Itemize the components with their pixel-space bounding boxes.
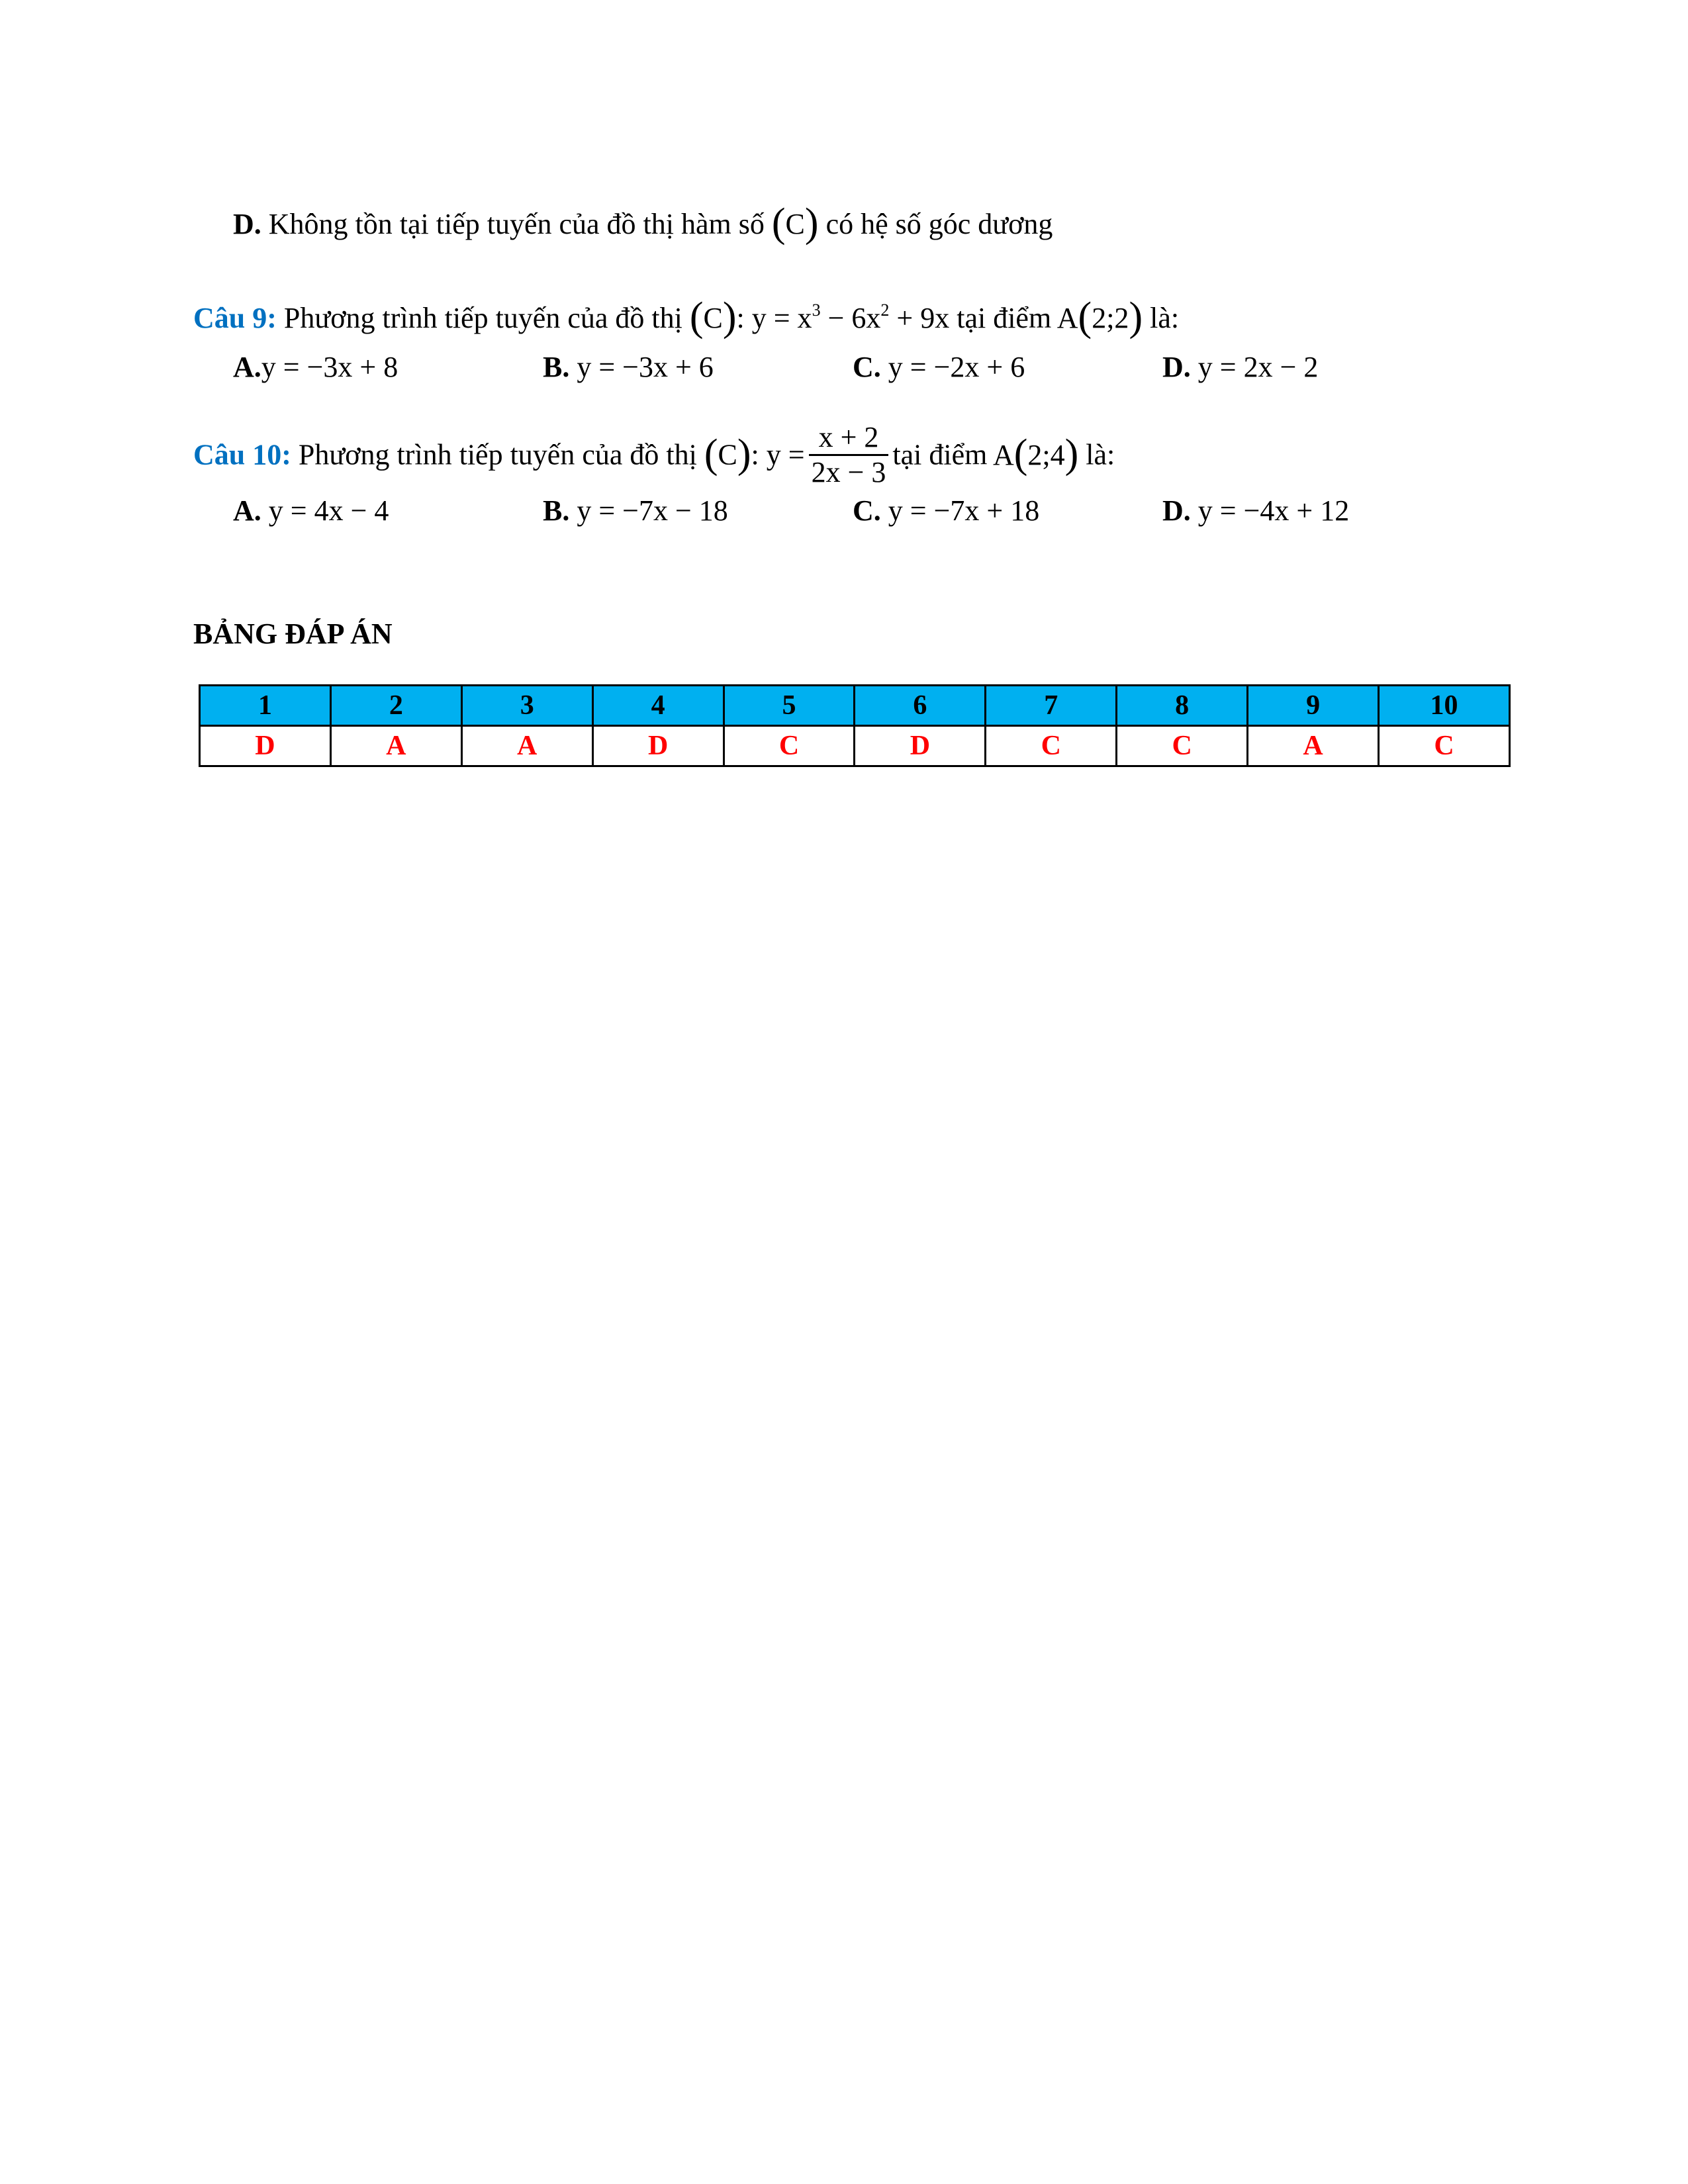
question-10: Câu 10: Phương trình tiếp tuyến của đồ thị (C): y = $\frac{x + 2}{2x - 3}$ tại điểm A(2;4) là: [193,421,1115,488]
answer-cell: D [200,726,331,766]
question-ending: là: [1086,438,1115,471]
option-text-end: có hệ số góc dương [825,208,1053,240]
question-label: Câu 10: [193,438,291,471]
question-number: 10 [1379,686,1510,726]
table-answer-row [200,726,1510,766]
q10-option-d[interactable]: D. y = −4x + 12 [1162,494,1350,527]
answer-table-title: BẢNG ĐÁP ÁN [193,617,393,650]
option-text: Không tồn tại tiếp tuyến của đồ thị hàm số [268,208,765,240]
answer-cell: C [1379,726,1510,766]
fraction [809,421,889,489]
option-d-prev: D. Không tồn tại tiếp tuyến của đồ thị hàm số (C) có hệ số góc dương [233,201,1053,246]
point: A(2;2) [1056,295,1143,340]
q9-option-b[interactable]: B. y = −3x + 6 [543,351,714,383]
denominator: 2x − 3 [811,456,886,488]
question-text: Phương trình tiếp tuyến của đồ thị [283,302,682,334]
point: A(2;4) [992,431,1079,477]
question-number: 9 [1248,686,1379,726]
q9-option-c[interactable]: C. y = −2x + 6 [853,351,1025,383]
answer-cell: C [724,726,855,766]
answer-cell: C [986,726,1117,766]
question-number: 6 [855,686,986,726]
equation: : $y = x^3 - 6x^2 + 9x$ [736,300,950,334]
q10-option-a[interactable]: A. y = 4x − 4 [233,494,389,527]
question-number: 1 [200,686,331,726]
question-number: 4 [592,686,724,726]
answer-cell: D [855,726,986,766]
question-number: 2 [330,686,461,726]
answer-cell: D [592,726,724,766]
table-header-row [200,686,1510,726]
option-letter: D. [233,208,261,240]
question-ending: là: [1150,302,1180,334]
question-number: 7 [986,686,1117,726]
q9-option-a[interactable]: A.y = −3x + 8 [233,351,399,383]
q10-option-b[interactable]: B. y = −7x − 18 [543,494,728,527]
curve-name: C [785,208,805,240]
curve-name: C [703,302,723,334]
question-text: Phương trình tiếp tuyến của đồ thị [298,438,697,471]
answer-cell: A [461,726,592,766]
answer-cell: C [1117,726,1248,766]
answer-cell: A [1248,726,1379,766]
question-number: 3 [461,686,592,726]
point-text: tại điểm [957,302,1052,334]
numerator: x + 2 [809,421,889,456]
answer-table [199,684,1511,767]
question-label: Câu 9: [193,302,277,334]
equation-prefix: : y = [751,438,805,471]
point-text: tại điểm [892,438,988,471]
q10-option-c[interactable]: C. y = −7x + 18 [853,494,1040,527]
question-9: Câu 9: Phương trình tiếp tuyến của đồ thị (C): $y = x^3 - 6x^2 + 9x$ tại điểm A(2;2) là: [193,295,1180,340]
question-number: 8 [1117,686,1248,726]
question-number: 5 [724,686,855,726]
q9-option-d[interactable]: D. y = 2x − 2 [1162,351,1319,383]
curve-name: C [718,438,737,471]
answer-cell: A [330,726,461,766]
